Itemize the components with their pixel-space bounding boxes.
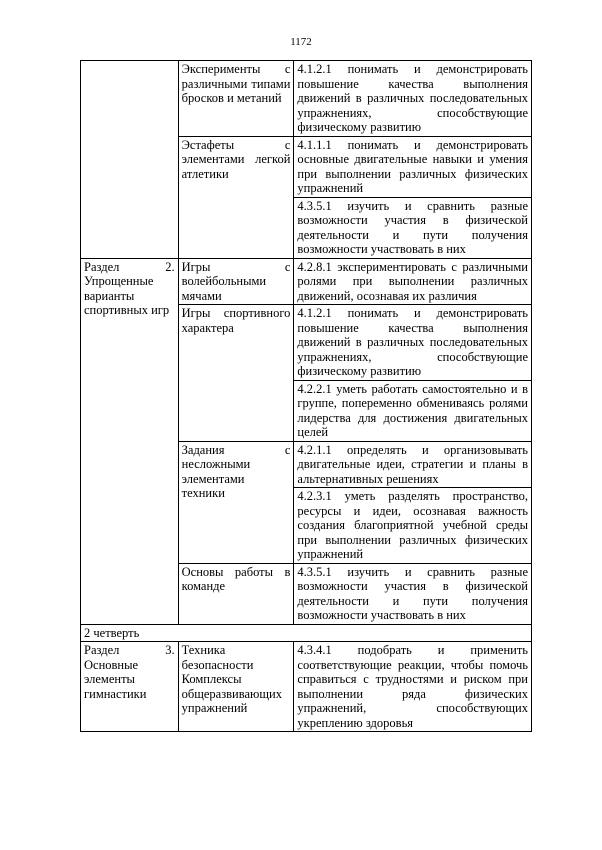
- table-row: [81, 258, 532, 305]
- topic-cell: Игры спортивного характера: [178, 305, 294, 442]
- table-row: [81, 624, 532, 642]
- objective-cell: 4.3.4.1 подобрать и применить соответствующие реакции, чтобы помочь справиться с трудностями и риском при выполнении ряда физических упражнений, способствующих укреплению здоровья: [294, 642, 532, 732]
- objective-cell: 4.3.5.1 изучить и сравнить разные возможности участия в физической деятельности и пути получения возможности участвовать в них: [294, 197, 532, 258]
- topic-cell: Эксперименты с различными типами бросков и метаний: [178, 61, 294, 137]
- topic-cell: Игры с волейбольными мячами: [178, 258, 294, 305]
- objective-cell: 4.1.2.1 понимать и демонстрировать повышение качества выполнения движений в различных последовательных упражнениях, способствующие физическому развитию: [294, 305, 532, 381]
- quarter-cell: 2 четверть: [81, 624, 532, 642]
- table-row: [81, 61, 532, 137]
- section-cell: [81, 61, 179, 259]
- objective-cell: 4.1.2.1 понимать и демонстрировать повышение качества выполнения движений в различных последовательных упражнениях, способствующие физическому развитию: [294, 61, 532, 137]
- objective-cell: 4.2.1.1 определять и организовывать двигательные идеи, стратегии и планы в альтернативных решениях: [294, 441, 532, 488]
- topic-cell: Техника безопасности Комплексы общеразвивающих упражнений: [178, 642, 294, 732]
- section-cell: Раздел 3. Основные элементы гимнастики: [81, 642, 179, 732]
- objective-cell: 4.2.8.1 экспериментировать с различными ролями при выполнении различных движений, осознавая их различия: [294, 258, 532, 305]
- curriculum-table: [80, 60, 532, 732]
- objective-cell: 4.3.5.1 изучить и сравнить разные возможности участия в физической деятельности и пути получения возможности участвовать в них: [294, 563, 532, 624]
- objective-cell: 4.1.1.1 понимать и демонстрировать основные двигательные навыки и умения при выполнении различных физических упражнений: [294, 136, 532, 197]
- section-cell: Раздел 2. Упрощенные варианты спортивных игр: [81, 258, 179, 624]
- table-row: [81, 642, 532, 732]
- page-number: 1172: [290, 36, 312, 48]
- objective-cell: 4.2.3.1 уметь разделять пространство, ресурсы и идеи, осознавая важность создания благоприятной учебной среды при выполнении различных физических упражнений: [294, 488, 532, 564]
- topic-cell: Эстафеты с элементами легкой атлетики: [178, 136, 294, 258]
- objective-cell: 4.2.2.1 уметь работать самостоятельно и в группе, попеременно обмениваясь ролями лидерства для достижения двигательных целей: [294, 380, 532, 441]
- topic-cell: Задания с несложными элементами техники: [178, 441, 294, 563]
- topic-cell: Основы работы в команде: [178, 563, 294, 624]
